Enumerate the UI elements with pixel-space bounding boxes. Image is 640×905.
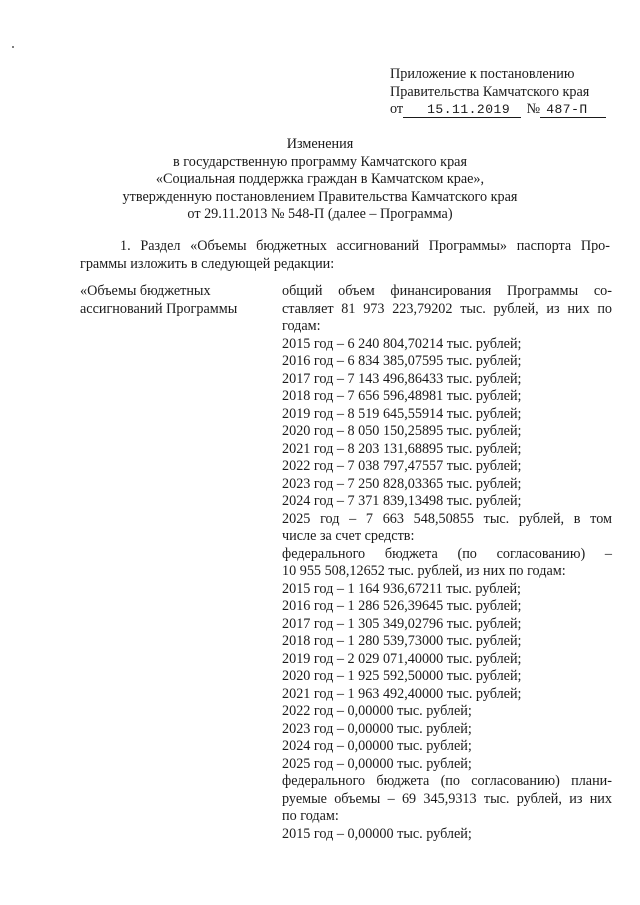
- total-line: ставляет 81 973 223,79202 тыс. рублей, из них по: [282, 300, 612, 317]
- left-cell-line-1: «Объемы бюджетных: [80, 283, 211, 299]
- federal-year-line: 2023 год – 0,00000 тыс. рублей;: [282, 720, 472, 737]
- sources-line: числе за счет средств:: [282, 528, 415, 544]
- total-line: общий объем финансирования Программы со-: [282, 283, 612, 299]
- federal-line: федерального бюджета (по согласованию) –: [282, 545, 612, 562]
- total-year-line: 2024 год – 7 371 839,13498 тыс. рублей;: [282, 493, 522, 509]
- planned-line: руемые объемы – 69 345,9313 тыс. рублей, из них: [282, 790, 612, 807]
- appendix-line-2: Правительства Камчатского края: [390, 83, 590, 100]
- heading-line: от 29.11.2013 № 548-П (далее – Программа): [187, 206, 453, 222]
- federal-year-line: 2015 год – 1 164 936,67211 тыс. рублей;: [282, 580, 521, 597]
- federal-year-line: 2024 год – 0,00000 тыс. рублей;: [282, 738, 472, 754]
- intro-paragraph: [80, 238, 610, 273]
- federal-year-line: 2021 год – 1 963 492,40000 тыс. рублей;: [282, 685, 522, 702]
- date-value: 15.11.2019: [427, 102, 511, 117]
- planned-line: федерального бюджета (по согласованию) плани-: [282, 773, 612, 789]
- total-year-line: 2016 год – 6 834 385,07595 тыс. рублей;: [282, 353, 522, 369]
- federal-year-line: 2020 год – 1 925 592,50000 тыс. рублей;: [282, 668, 522, 684]
- number-value: 487-П: [546, 102, 588, 117]
- left-cell-line-2: ассигнований Программы: [80, 300, 238, 317]
- date-prefix: от: [390, 101, 404, 117]
- heading-line: утвержденную постановлением Правительства Камчатского края: [122, 188, 518, 205]
- document-heading: [60, 136, 580, 224]
- heading-line: Изменения: [286, 136, 354, 152]
- appendix-line-1: Приложение к постановлению: [390, 66, 575, 82]
- federal-year-line: 2017 год – 1 305 349,02796 тыс. рублей;: [282, 615, 522, 632]
- federal-year-line: 2016 год – 1 286 526,39645 тыс. рублей;: [282, 598, 522, 614]
- total-line: годам:: [282, 318, 321, 334]
- total-year-line: 2017 год – 7 143 496,86433 тыс. рублей;: [282, 370, 522, 387]
- total-year-line: 2020 год – 8 050 150,25895 тыс. рублей;: [282, 423, 522, 439]
- date-field: [403, 102, 521, 118]
- scan-speck: [12, 46, 14, 48]
- heading-line: «Социальная поддержка граждан в Камчатском крае»,: [155, 171, 485, 187]
- federal-year-line: 2019 год – 2 029 071,40000 тыс. рублей;: [282, 650, 522, 667]
- federal-year-line: 2025 год – 0,00000 тыс. рублей;: [282, 755, 472, 772]
- total-year-line: 2019 год – 8 519 645,55914 тыс. рублей;: [282, 405, 522, 422]
- number-prefix: №: [526, 101, 541, 117]
- intro-line-1: 1. Раздел «Объемы бюджетных ассигнований Программы» паспорта Про-: [120, 238, 610, 254]
- federal-year-line: 2022 год – 0,00000 тыс. рублей;: [282, 703, 472, 719]
- planned-line: по годам:: [282, 808, 339, 824]
- total-year-line: 2015 год – 6 240 804,70214 тыс. рублей;: [282, 335, 522, 352]
- intro-line-2: граммы изложить в следующей редакции:: [80, 255, 335, 272]
- heading-line: в государственную программу Камчатского края: [173, 153, 467, 170]
- total-year-line: 2022 год – 7 038 797,47557 тыс. рублей;: [282, 458, 522, 474]
- appendix-block: [390, 66, 630, 119]
- year-2025-line: 2025 год – 7 663 548,50855 тыс. рублей, в том: [282, 510, 612, 527]
- table-left-cell: [80, 283, 270, 318]
- federal-year-line: 2018 год – 1 280 539,73000 тыс. рублей;: [282, 633, 522, 649]
- number-field: [540, 102, 606, 118]
- planned-year-line: 2015 год – 0,00000 тыс. рублей;: [282, 825, 472, 842]
- total-year-line: 2018 год – 7 656 596,48981 тыс. рублей;: [282, 388, 522, 404]
- total-year-line: 2021 год – 8 203 131,68895 тыс. рублей;: [282, 440, 522, 457]
- federal-line: 10 955 508,12652 тыс. рублей, из них по годам:: [282, 563, 566, 579]
- appendix-date-line: [390, 101, 630, 119]
- table-right-cell: [282, 283, 612, 843]
- total-year-line: 2023 год – 7 250 828,03365 тыс. рублей;: [282, 475, 522, 492]
